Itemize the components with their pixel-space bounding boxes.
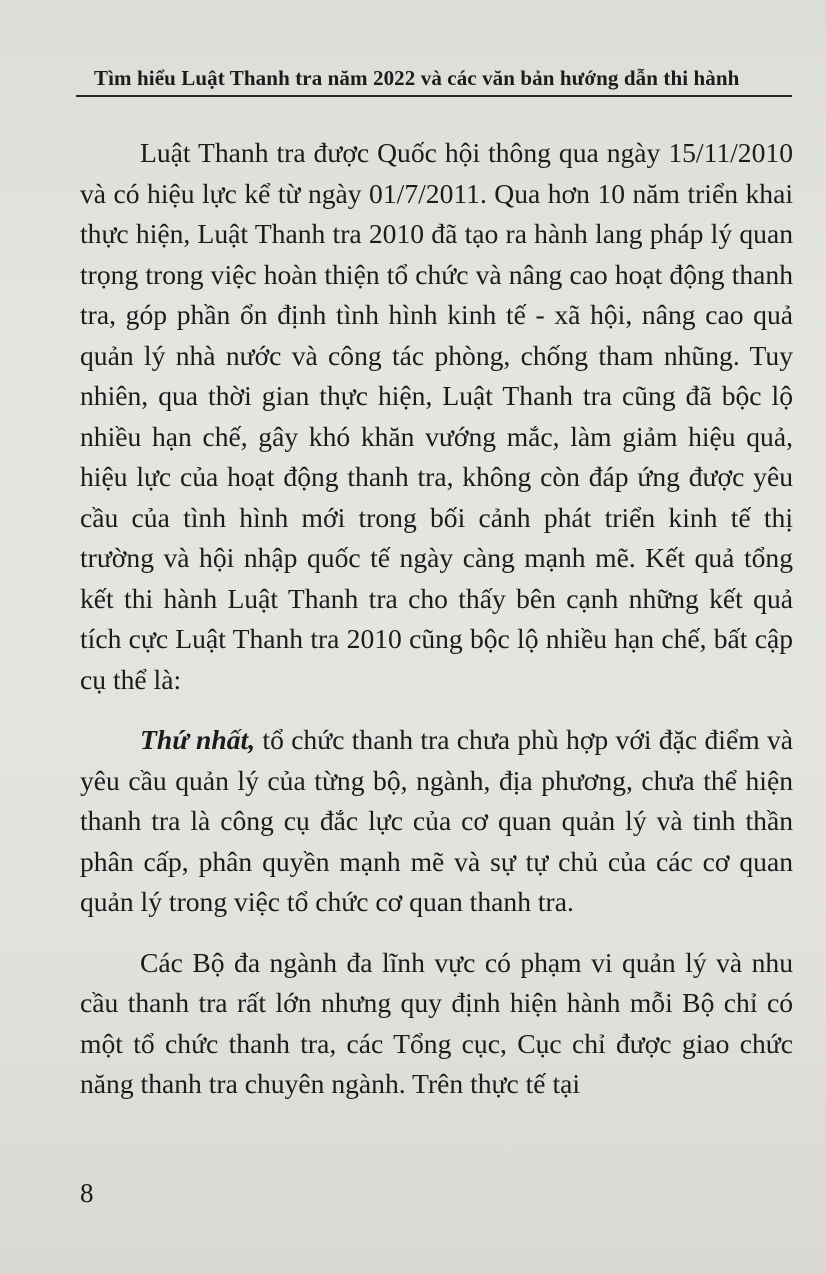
- body-text: [80, 133, 793, 1105]
- paragraph-3: Các Bộ đa ngành đa lĩnh vực có phạm vi quản lý và nhu cầu thanh tra rất lớn nhưng quy định hiện hành mỗi Bộ chỉ có một tổ chức thanh tra, các Tổng cục, Cục chỉ được giao chức năng thanh tra chuyên ngành. Trên thực tế tại: [80, 946, 793, 1099]
- header-rule: [76, 95, 792, 97]
- paragraph-1: Luật Thanh tra được Quốc hội thông qua ngày 15/11/2010 và có hiệu lực kể từ ngày 01/7/2011. Qua hơn 10 năm triển khai thực hiện, Luật Thanh tra 2010 đã tạo ra hành lang pháp lý quan trọng trong việc hoàn thiện tổ chức và nâng cao hoạt động thanh tra, góp phần ổn định tình hình kinh tế - xã hội, nâng cao quả quản lý nhà nước và công tác phòng, chống tham nhũng. Tuy nhiên, qua thời gian thực hiện, Luật Thanh tra cũng đã bộc lộ nhiều hạn chế, gây khó khăn vướng mắc, làm giảm hiệu quả, hiệu lực của hoạt động thanh tra, không còn đáp ứng được yêu cầu của tình hình mới trong bối cảnh phát triển kinh tế thị trường và hội nhập quốc tế ngày càng mạnh mẽ. Kết quả tổng kết thi hành Luật Thanh tra cho thấy bên cạnh những kết quả tích cực Luật Thanh tra 2010 cũng bộc lộ nhiều hạn chế, bất cập cụ thể là:: [80, 137, 793, 695]
- page-number: 8: [80, 1178, 94, 1208]
- paragraph-2-text: tổ chức thanh tra chưa phù hợp với đặc điểm và yêu cầu quản lý của từng bộ, ngành, địa phương, chưa thể hiện thanh tra là công cụ đắc lực của cơ quan quản lý và tinh thần phân cấp, phân quyền mạnh mẽ và sự tự chủ của các cơ quan quản lý trong việc tổ chức cơ quan thanh tra.: [80, 724, 794, 917]
- paragraph-2-lead: Thứ nhất,: [140, 724, 256, 755]
- running-header: Tìm hiểu Luật Thanh tra năm 2022 và các văn bản hướng dẫn thi hành: [94, 66, 740, 90]
- paragraph-2: [80, 720, 793, 923]
